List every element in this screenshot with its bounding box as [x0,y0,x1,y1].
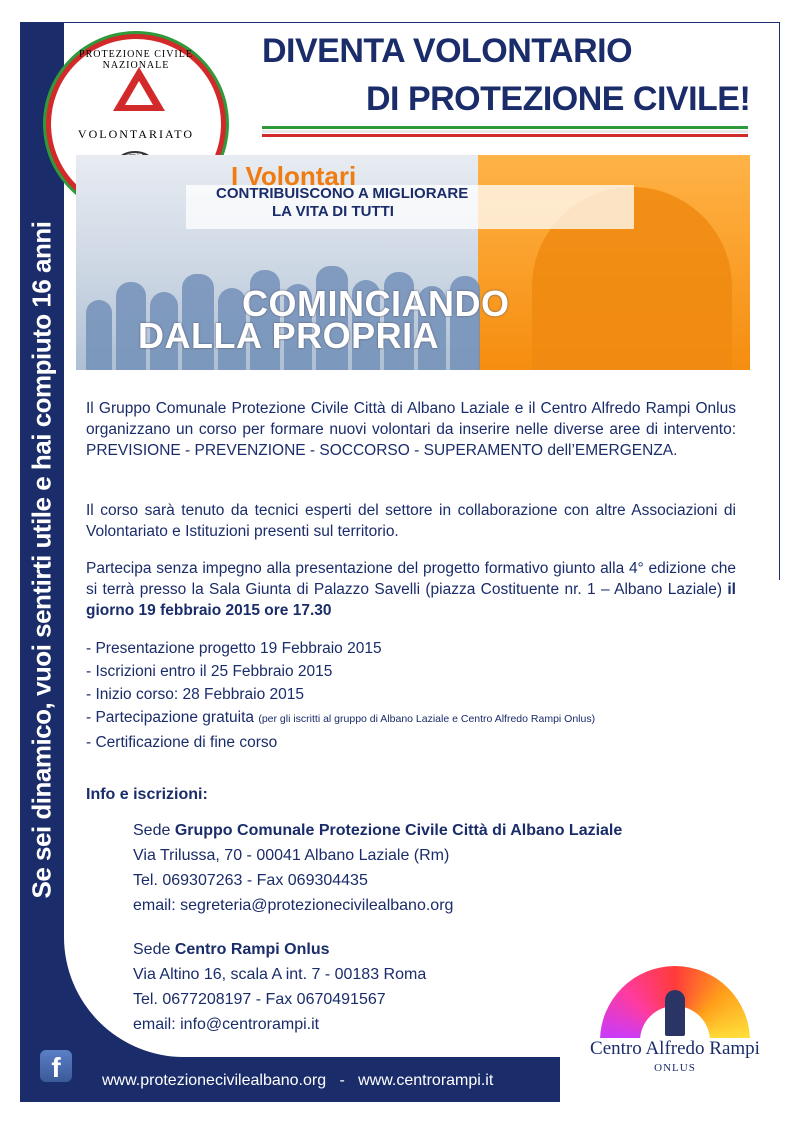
list-item: - Certificazione di fine corso [86,734,278,751]
title-line-2: DI PROTEZIONE CIVILE! [366,80,751,118]
logo-band-text: VOLONTARIATO [77,127,195,141]
list-item [86,706,746,731]
rule-red [262,134,748,137]
rule-green [262,126,748,129]
schedule-list [86,637,746,754]
rampi-logo-sub: ONLUS [654,1062,696,1074]
contact-email[interactable]: email: info@centrorampi.it [133,1016,320,1033]
banner-headline: I Volontari [231,161,357,191]
crowd-figure [86,300,112,370]
intro-paragraph: Il Gruppo Comunale Protezione Civile Città di Albano Laziale e il Centro Alfredo Rampi Onlus organizzano un corso per formare nuovi volontari da inserire nelle diverse aree di intervento: PREVISIONE - PREVENZIONE - SOCCORSO - SUPERAMENTO dell’EMERGENZA. [86,400,736,459]
triangle-emblem-inner [125,81,153,105]
banner-slogan-2: DALLA PROPRIA [138,315,440,356]
list-item: - Iscrizioni entro il 25 Febbraio 2015 [86,663,333,680]
list-item: - Presentazione progetto 19 Febbraio 2015 [86,640,382,657]
list-item: - Inizio corso: 28 Febbraio 2015 [86,686,304,703]
presentation-date: il giorno 19 febbraio 2015 ore 17.30 [86,581,736,619]
title-line-1: DIVENTA VOLONTARIO [262,32,633,70]
contact-phone: Tel. 0677208197 - Fax 0670491567 [133,991,386,1008]
facebook-icon[interactable]: f [40,1050,72,1082]
side-slogan: Se sei dinamico, vuoi sentirti utile e hai compiuto 16 anni [26,221,57,899]
contact-org: Centro Rampi Onlus [174,941,330,958]
contact-prefix: Sede [133,941,175,958]
contact-address: Via Trilussa, 70 - 00041 Albano Laziale (Rm) [133,847,450,864]
banner-slogan-1: COMINCIANDO [242,283,510,324]
contact-name [133,937,733,962]
list-item-text: - Partecipazione gratuita [86,709,259,726]
rule-white [262,130,748,133]
contact-org: Gruppo Comunale Protezione Civile Città di Albano Laziale [174,822,623,839]
rampi-logo-name: Centro Alfredo Rampi [590,1038,760,1059]
contact-email[interactable]: email: segreteria@protezionecivilealbano.org [133,897,454,914]
banner-tagline-2: LA VITA DI TUTTI [272,203,394,220]
centro-rampi-logo [580,960,770,1090]
course-paragraph: Il corso sarà tenuto da tecnici esperti del settore in collaborazione con altre Associazioni di Volontariato e Istituzioni presenti sul territorio. [86,502,736,540]
hero-banner [76,155,750,370]
presentation-paragraph [86,558,736,621]
contact-phone: Tel. 069307263 - Fax 069304435 [133,872,368,889]
contact-name [133,818,733,843]
contact-address: Via Altino 16, scala A int. 7 - 00183 Roma [133,966,427,983]
child-silhouette-icon [665,990,685,1036]
presentation-text: Partecipa senza impegno alla presentazione del progetto formativo giunto alla 4° edizione che si terrà presso la Sala Giunta di Palazzo Savelli (piazza Costituente nr. 1 – Albano Laziale) [86,560,736,598]
tricolor-rule [262,126,748,138]
footer-links[interactable]: www.protezionecivilealbano.org - www.centrorampi.it [102,1072,494,1089]
info-heading: Info e iscrizioni: [86,786,208,803]
logo-arc-text: PROTEZIONE CIVILE NAZIONALE [79,49,193,71]
contact-prefix: Sede [133,822,175,839]
contact-block-albano [133,818,733,918]
banner-tagline-1: CONTRIBUISCONO A MIGLIORARE [216,185,469,202]
list-item-note: (per gli iscritti al gruppo di Albano Laziale e Centro Alfredo Rampi Onlus) [258,713,596,725]
